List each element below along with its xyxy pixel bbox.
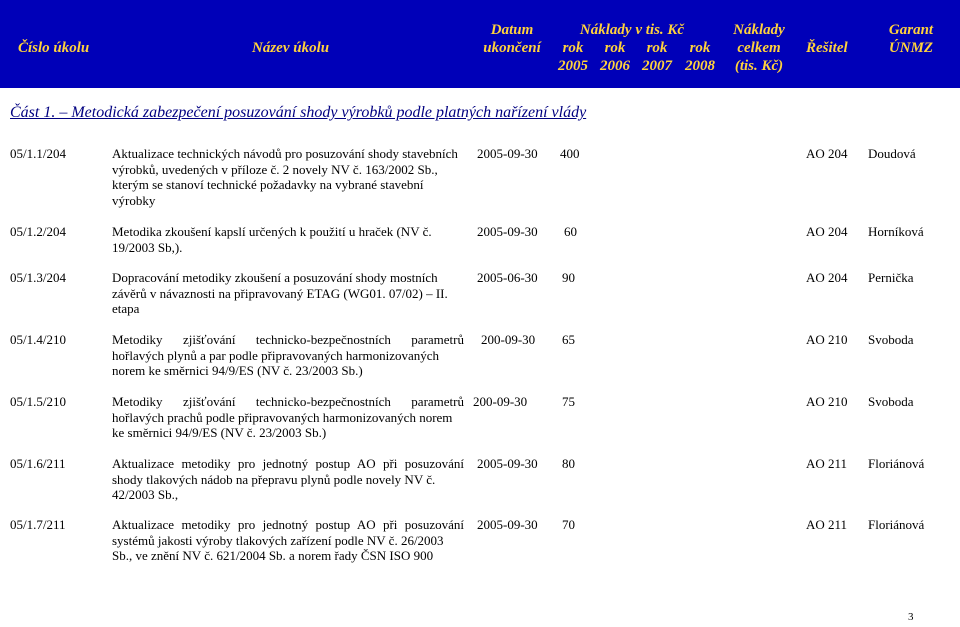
garant: Floriánová [868,517,925,532]
header-celkem-line1: Náklady [733,22,785,38]
task-name-line: Metodiky zjišťování technicko-bezpečnostních parametrů [112,394,464,409]
task-name-line: Sb., ve znění NV č. 621/2004 Sb. a norem řady ČSN ISO 900 [112,548,434,563]
task-name [112,394,464,441]
header-year-label: 2006 [600,58,630,74]
task-name-line: hořlavých plynů a par podle připravovaných harmonizovaných [112,347,440,363]
header-year-label: 2005 [558,58,588,74]
header-datum-line2: ukončení [483,40,541,56]
header-year-2006 [594,39,636,75]
task-name-line: Metodiky zjišťování technicko-bezpečnostních parametrů [112,332,464,347]
task-number: 05/1.4/210 [10,332,66,347]
resitel: AO 211 [806,456,848,471]
task-name [112,146,464,208]
task-number: 05/1.3/204 [10,270,66,285]
completion-date: 2005-09-30 [477,146,538,161]
header-cislo-ukolu: Číslo úkolu [18,40,90,56]
task-number: 05/1.5/210 [10,394,66,409]
header-year-2005 [552,39,594,75]
garant: Horníková [868,224,924,239]
task-name-line: systémů jakosti výroby tlakových zařízení podle NV č. 26/2003 [112,532,444,548]
header-celkem-line3: (tis. Kč) [734,58,784,74]
resitel: AO 204 [806,270,848,285]
task-name-line: ke směrnici 94/9/ES (NV č. 23/2003 Sb.) [112,425,327,440]
cost-2005: 75 [562,394,575,409]
task-name [112,224,464,255]
garant: Svoboda [868,332,914,347]
header-year-2007 [636,39,678,75]
task-name-line: 42/2003 Sb., [112,487,179,502]
header-year-label: 2007 [642,58,672,74]
garant: Doudová [868,146,916,161]
completion-date: 2005-09-30 [477,456,538,471]
task-name-line: norem ke směrnici 94/9/ES (NV č. 23/2003 Sb.) [112,363,363,378]
header-year-label: 2008 [685,58,715,74]
header-datum [480,21,544,57]
task-name [112,332,464,379]
task-number: 05/1.6/211 [10,456,66,471]
page-number: 3 [908,611,914,623]
section-title: Část 1. – Metodická zabezpečení posuzování shody výrobků podle platných nařízení vlády [10,104,587,121]
cost-2005: 80 [562,456,575,471]
header-rok-label: rok [562,40,584,56]
cost-2005: 60 [564,224,577,239]
task-name-line: Metodika zkoušení kapslí určených k použití u hraček (NV č. [112,224,432,239]
header-garant-line2: ÚNMZ [888,40,934,56]
cost-2005: 65 [562,332,575,347]
header-naklady-celkem [724,21,794,75]
task-name-line: Aktualizace metodiky pro jednotný postup AO při posuzování [112,517,464,532]
header-rok-label: rok [604,40,626,56]
garant: Floriánová [868,456,925,471]
completion-date: 2005-06-30 [477,270,538,285]
task-name-line: shody tlakových nádob na přepravu plynů podle novely NV č. [112,471,436,487]
resitel: AO 211 [806,517,848,532]
header-garant [878,21,944,57]
task-name-line: závěrů v návaznosti na připravovaný ETAG (WG01. 07/02) – II. [112,285,448,301]
completion-date: 200-09-30 [481,332,536,347]
header-naklady-tis: Náklady v tis. Kč [579,22,685,38]
resitel: AO 204 [806,224,848,239]
completion-date: 200-09-30 [473,394,528,409]
header-datum-line1: Datum [490,22,534,38]
header-year-2008 [679,39,721,75]
resitel: AO 210 [806,332,848,347]
task-number: 05/1.7/211 [10,517,66,532]
header-resitel: Řešitel [806,40,848,56]
cost-2005: 70 [562,517,575,532]
task-name [112,270,464,317]
task-name [112,517,464,564]
header-garant-line1: Garant [888,22,934,38]
resitel: AO 210 [806,394,848,409]
header-rok-label: rok [646,40,668,56]
task-name-line: hořlavých prachů podle připravovaných harmonizovaných norem [112,409,453,425]
completion-date: 2005-09-30 [477,224,538,239]
header-rok-label: rok [689,40,711,56]
table-header [0,0,960,88]
task-name-line: Dopracování metodiky zkoušení a posuzování shody mostních [112,270,438,285]
task-name-line: 19/2003 Sb,). [112,239,183,255]
header-nazev-ukolu: Název úkolu [252,40,330,56]
resitel: AO 204 [806,146,848,161]
garant: Svoboda [868,394,914,409]
header-celkem-line2: celkem [737,40,781,56]
task-name-line: Aktualizace metodiky pro jednotný postup AO při posuzování [112,456,464,471]
task-name-line: výrobky [112,192,156,208]
task-name-line: etapa [112,301,140,316]
task-name-line: kterým se stanoví technické požadavky na vybrané stavební [112,177,424,192]
garant: Pernička [868,270,914,285]
task-name-line: Aktualizace technických návodů pro posuzování shody stavebních [112,146,458,161]
task-name-line: výrobků, uvedených v příloze č. 2 novely NV č. 163/2002 Sb., [112,161,438,177]
cost-2005: 400 [560,146,580,161]
cost-2005: 90 [562,270,575,285]
completion-date: 2005-09-30 [477,517,538,532]
task-number: 05/1.2/204 [10,224,66,239]
task-name [112,456,464,503]
task-number: 05/1.1/204 [10,146,66,161]
